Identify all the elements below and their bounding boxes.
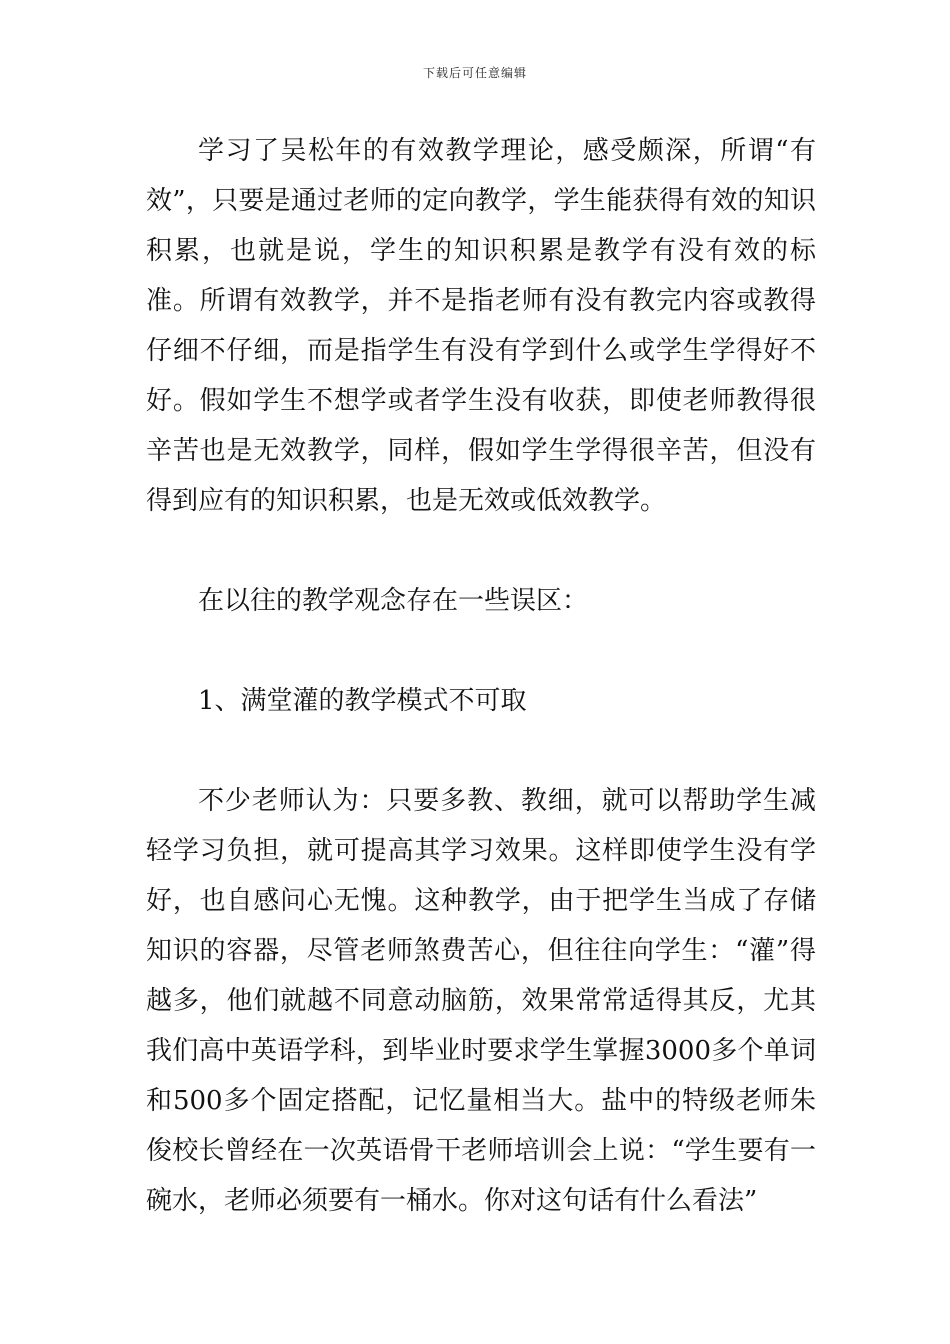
paragraph-gap: [146, 726, 816, 776]
section-heading-1: 1、满堂灌的教学模式不可取: [198, 686, 527, 716]
paragraph-effective-teaching: 学习了吴松年的有效教学理论，感受颇深，所谓“有效”，只要是通过老师的定向教学，学生能获得有效的知识积累，也就是说，学生的知识积累是教学有没有效的标准。所谓有效教学，并不是指老师有没有教完内容或教得仔细不仔细，而是指学生有没有学到什么或学生学得好不好。假如学生不想学或者学生没有收获，即使老师教得很辛苦也是无效教学，同样，假如学生学得很辛苦，但没有得到应有的知识积累，也是无效或低效教学。: [146, 136, 816, 516]
paragraph-gap: [146, 626, 816, 676]
paragraph-cramming-teaching: 不少老师认为：只要多教、教细，就可以帮助学生减轻学习负担，就可提高其学习效果。这样即使学生没有学好，也自感问心无愧。这种教学，由于把学生当成了存储知识的容器，尽管老师煞费苦心，但往往向学生：“灌”得越多，他们就越不同意动脑筋，效果常常适得其反，尤其我们高中英语学科，到毕业时要求学生掌握3000多个单词和500多个固定搭配，记忆量相当大。盐中的特级老师朱俊校长曾经在一次英语骨干老师培训会上说：“学生要有一碗水，老师必须要有一桶水。你对这句话有什么看法”: [146, 786, 816, 1216]
page-header: 下载后可任意编辑: [422, 66, 527, 80]
paragraph-misconceptions-intro: 在以往的教学观念存在一些误区：: [198, 586, 589, 616]
document-body: [146, 126, 816, 1226]
paragraph-gap: [146, 526, 816, 576]
